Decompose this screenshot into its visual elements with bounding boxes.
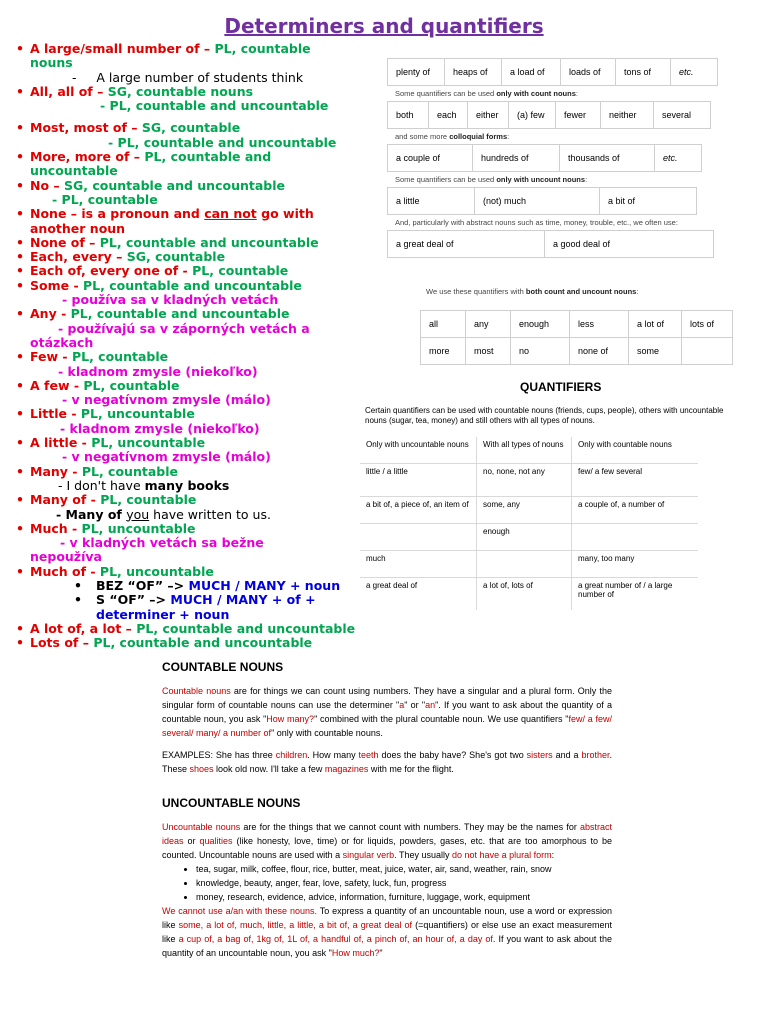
- list-item: • Many of - PL, countable: [30, 493, 375, 507]
- list-item: • Little - PL, uncountable: [30, 407, 375, 421]
- list-item: • Much - PL, uncountable: [30, 522, 375, 536]
- list-item: • A lot of, a lot – PL, countable and uncountable: [30, 622, 375, 636]
- list-item: • A little - PL, uncountable: [30, 436, 375, 450]
- determiners-list: • A large/small number of – PL, countable nouns - A large number of students think • All, all of – SG, countable nouns - PL, countable and uncountable • Most, most of – SG, countable - PL, countable and uncountable • More, more of – PL, countable and uncountable • No – SG, countable and uncountable - PL, countable • None – is a pronoun and can not go with another noun • None of – PL, countable and uncountable • Each, every – SG, countable • Each of, every one of - PL, countable • Some - PL, countable and uncountable - používa sa v kladných vetách • Any - PL, countable and uncountable - používajú sa v záporných vetách a otázkach • Few - PL, countable - kladnom zmysle (niekoľko) • A few - PL, countable - v negatívnom zmysle (málo) • Little - PL, uncountable - kladnom zmysle (niekoľko) • A little - PL, uncountable - v negatívnom zmysle (málo) • Many - PL, countable - I don't have many books • Many of - PL, countable - Many of you have written to us. • Much - PL, uncountable - v kladných vetách sa bežne nepoužíva • Much of - PL, uncountable • BEZ “OF” –> MUCH / MANY + noun • S “OF” –> MUCH / MANY + of + determiner + noun • A lot of, a lot – PL, countable and uncountable • Lots of – PL, countable and uncountable: [30, 42, 375, 650]
- list-item: • money, research, evidence, advice, information, furniture, luggage, work, equipment: [196, 890, 612, 904]
- list-item: • tea, sugar, milk, coffee, flour, rice, butter, meat, juice, water, air, sand, weather, rain, snow: [196, 862, 612, 876]
- list-item: • A few - PL, countable: [30, 379, 375, 393]
- countable-heading: COUNTABLE NOUNS: [162, 660, 284, 674]
- list-item: • Most, most of – SG, countable: [30, 121, 375, 135]
- table-row: little / a little no, none, not any few/ a few several: [360, 464, 698, 497]
- page-title: Determiners and quantifiers: [224, 14, 544, 38]
- list-item: • More, more of – PL, countable and: [30, 150, 375, 164]
- list-item: • Few - PL, countable: [30, 350, 375, 364]
- list-item: • Each, every – SG, countable: [30, 250, 375, 264]
- table-row: Only with uncountable nouns With all types of nouns Only with countable nouns: [360, 437, 698, 464]
- uncountable-paragraph: Uncountable nouns are for the things that we cannot count with numbers. They may be the names for abstract ideas or qualities (like honesty, love, time) or for liquids, powders, gases, etc. that are too amorphous to be counted. Uncountable nouns are used with a singular verb. They usually do not have a plural form:: [162, 822, 613, 860]
- quantifiers-table: [360, 437, 698, 610]
- uncountable-quantity-paragraph: We cannot use a/an with these nouns. To express a quantity of an uncountable noun, use a word or expression like some, a lot of, much, little, a little, a bit of, a great deal of (=quantifiers) or else use an exact measurement like a cup of, a bag of, 1kg of, 1L of, a handful of, a pinch of, an hour of, a day of. If you want to ask about the quantity of an uncountable noun, you ask "How much?": [162, 906, 613, 958]
- list-item: • knowledge, beauty, anger, fear, love, safety, luck, fun, progress: [196, 876, 612, 890]
- list-item: • Many - PL, countable: [30, 465, 375, 479]
- list-item: • None of – PL, countable and uncountable: [30, 236, 375, 250]
- row1-table: plenty of heaps of a load of loads of tons of etc.: [387, 58, 718, 86]
- list-item: • A large/small number of – PL, countable: [30, 42, 375, 56]
- quantifiers-intro: Certain quantifiers can be used with countable nouns (friends, cups, people), others with uncountable nouns (sugar, tea, money) and still others with all types of nouns.: [365, 406, 724, 425]
- countable-nouns-section: [162, 660, 612, 776]
- list-item: • No – SG, countable and uncountable: [30, 179, 375, 193]
- list-item: • None – is a pronoun and can not go with: [30, 207, 375, 221]
- list-item: • All, all of – SG, countable nouns: [30, 85, 375, 99]
- list-item: • Some - PL, countable and uncountable: [30, 279, 375, 293]
- list-item: • Much of - PL, uncountable: [30, 565, 375, 579]
- list-item: • Each of, every one of - PL, countable: [30, 264, 375, 278]
- uncountable-nouns-section: [162, 796, 612, 960]
- list-item: • Lots of – PL, countable and uncountable: [30, 636, 375, 650]
- uncountable-examples-list: [162, 862, 612, 904]
- uncountable-heading: UNCOUNTABLE NOUNS: [162, 796, 301, 810]
- table-row: enough: [360, 524, 698, 551]
- quantifiers-heading: QUANTIFIERS: [520, 380, 602, 394]
- table-row: a great deal of a lot of, lots of a great number of / a large number of: [360, 578, 698, 611]
- countable-examples: EXAMPLES: She has three children. How many teeth does the baby have? She's got two sisters and a brother. These shoes look old now. I'll take a few magazines with me for the flight.: [162, 750, 612, 774]
- table-row: much many, too many: [360, 551, 698, 578]
- countable-paragraph: Countable nouns are for things we can count using numbers. They have a singular and a plural form. Only the singular form of countable nouns can use the determiner "a" or "an". If you want to ask about the quantity of a countable noun, you ask "How many?" combined with the plural countable noun. We use quantifiers "few/ a few/ several/ many/ a number of" only with countable nouns.: [162, 686, 612, 738]
- quantifier-table-both: We use these quantifiers with both count and uncount nouns: all any enough less a lot of lots of more most no none of some: [420, 284, 733, 365]
- table-row: a bit of, a piece of, an item of some, any a couple of, a number of: [360, 497, 698, 524]
- list-item: • Any - PL, countable and uncountable: [30, 307, 375, 321]
- quantifier-tables-top: plenty of heaps of a load of loads of tons of etc. Some quantifiers can be used only with count nouns: both each either (a) few fewer neither several and some more colloquial forms: a couple of hundreds of thousands of etc. Some quantifiers can be used only with uncount nouns: a little (not) much a bit of And, particularly with abstract nouns such as time, money, trouble, etc., we often use: a great deal of a good deal of: [387, 58, 718, 258]
